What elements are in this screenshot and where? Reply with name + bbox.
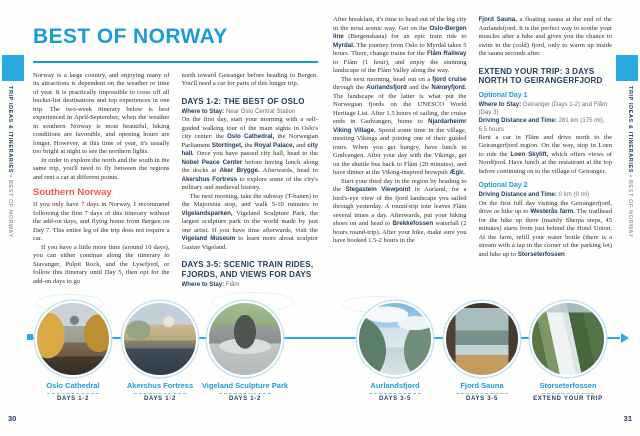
title-underline	[33, 61, 318, 63]
meta-label: Where to Stay:	[478, 101, 522, 109]
meta-label: Driving Distance and Time:	[478, 191, 557, 199]
block-h_day: EXTEND YOUR TRIP: 3 DAYS NORTH TO GEIRANGERFJORD	[478, 66, 603, 86]
chapter-tab	[2, 55, 24, 81]
storseterfossen-photo	[530, 301, 606, 377]
block-meta	[479, 101, 613, 117]
sidebar-section-label: TRIP IDEAS & ITINERARIES	[627, 86, 633, 174]
stop-days-label: EXTEND YOUR TRIP	[533, 396, 603, 403]
right-page-columns	[333, 16, 612, 296]
block-h_day: DAYS 3-5: SCENIC TRAIN RIDES, FJORDS, AND VIEWS FOR DAYS	[181, 260, 314, 279]
text-column-2	[182, 72, 319, 314]
stop-name-label: Vigeland Sculpture Park	[201, 381, 289, 390]
block-p: Norway is a large country, and enjoying many of its attractions is dependent on the weather or time of year. It is practically impossible to cross off all bucket-list destinations and top experiences in one trip. The two-week itinerary below is best experienced in April-September, when the weather in southern Norway is most beautiful, hiking conditions are favorable, and opening hours are longer. However, at this time of year, it's usually too bright at night to see the northern lights.	[33, 71, 170, 156]
text-column-3	[333, 16, 467, 296]
stop-dashed-divider	[47, 393, 99, 394]
meta-label: Where to Stay:	[181, 107, 225, 115]
block-h_day: DAYS 1-2: THE BEST OF OSLO	[181, 96, 305, 106]
block-meta	[182, 281, 319, 289]
block-meta	[479, 191, 613, 199]
stop-name-label: Aurlandsfjord	[370, 381, 420, 390]
keyword-bold: Royal Palace,	[254, 141, 295, 149]
akershus-photo	[122, 301, 198, 377]
stop-dashed-divider	[219, 393, 271, 394]
stop-dashed-divider	[456, 393, 508, 394]
left-page-number: 30	[8, 414, 17, 423]
stop-days-label: DAYS 1-2	[228, 396, 262, 403]
block-meta	[479, 117, 613, 133]
stop-name-label: Fjord Sauna	[460, 381, 504, 390]
vigeland-photo	[207, 301, 283, 377]
keyword-bold: Aker Brygge.	[219, 167, 260, 175]
keyword-bold: Stortinget,	[211, 141, 243, 149]
keyword-bold: Storseterfossen	[517, 250, 565, 258]
block-h_opt: Optional Day 1	[478, 92, 528, 99]
block-meta	[182, 108, 319, 116]
block-p: Fjord Sauna, a floating sauna at the end of the Aurlandsfjord. It is the perfect way to soothe your muscles after a hike and gives you the chance to swim in the (cold) fjord, only to warm up inside the sauna seconds after.	[478, 16, 612, 57]
meta-value: 0 km (0 mi)	[556, 191, 590, 199]
meta-value: Geiranger (Days 1-2) and Flåm (Day 3)	[478, 101, 608, 117]
stop-dashed-divider	[542, 393, 594, 394]
stop-name-label: Storseterfossen	[539, 381, 597, 390]
block-p: In order to explore the north and the south in the same trip, you'll need to fly between the regions and rent a car at different points.	[33, 156, 170, 181]
keyword-bold: Akershus Fortress	[181, 175, 238, 183]
block-p: The next morning, head out on a fjord cruise through the Aurlandsfjord and the Nærøyfjord. The landscape of the latter is what put the Norwegian fjords on the UNESCO World Heritage List. After 1.5 hours of sailing, the cruise ends in Gudvangen, home to Njardarheimr Viking Village. Spend some time in the village, meeting Vikings and joining one of their guided tours. When you get hungry, have lunch in Gudvangen. After your day with the Vikings, get on the shuttle bus back to Flåm (20 minutes), and have dinner at the Viking-inspired brewpub Ægir.	[333, 75, 467, 176]
keyword-bold: Ægir.	[449, 169, 465, 176]
itinerary-timeline	[0, 296, 640, 426]
stop-dashed-divider	[369, 393, 421, 394]
keyword-bold: Flåm Railway	[426, 50, 467, 57]
stop-days-label: DAYS 1-2	[56, 396, 90, 403]
aurlandsfjord-photo	[357, 301, 433, 377]
keyword-bold: Nobel Peace Center	[181, 158, 243, 166]
sidebar-chapter-label: BEST OF NORWAY	[627, 179, 633, 238]
keyword-bold: Vigelandsparken,	[181, 209, 233, 217]
block-p: north toward Geiranger before heading to Bergen. You'll need a car for parts of this longer trip.	[181, 71, 318, 88]
fjord-sauna-photo	[444, 301, 520, 377]
block-p: If you only have 7 days in Norway, I recommend following the first 7 days of this itinerary without the add-on days, and flying home from Bergen on Day 7. This entire leg of the trip does not require a car.	[33, 201, 170, 243]
block-p: Rent a car in Flåm and drive north to the Geirangerfjord region. On the way, stop in Loen to ride the Loen Skylift, which offers views of Nordfjord. Have lunch at the restaurant at the top before continuing on to the village of Geiranger.	[478, 133, 612, 175]
page-title: BEST OF NORWAY	[33, 25, 228, 49]
block-p: On the first day, start your morning with a self-guided walking tour of the main sights in Oslo's city center: the Oslo Cathedral, the Norwegian Parliament Stortinget, the Royal Palace, and city hall. Once you have passed city hall, head to the Nobel Peace Center before having lunch along the docks at Aker Brygge. Afterwards, head to Akershus Fortress to explore some of the city's military and medieval history.	[181, 116, 318, 192]
keyword-bold: fjord cruise	[432, 75, 467, 83]
meta-value: 281 km (175 mi), 6.5 hours	[478, 117, 605, 133]
text-column-1	[33, 72, 170, 314]
keyword-bold: Myrdal.	[333, 41, 355, 49]
oslo-cathedral-photo	[35, 301, 111, 377]
sidebar-section-label: TRIP IDEAS & ITINERARIES	[7, 86, 13, 174]
block-p: After breakfast, it's time to head out of the big city in the most scenic way. Get on the Oslo-Bergen line (Bergensbana) for an epic train ride to Myrdal. The journey from Oslo to Myrdal takes 5 hours. There, change trains for the Flåm Railway to Flåm (1 hour), and enjoy the stunning landscape of the Flåm Valley along the way.	[333, 16, 467, 74]
text-column-4	[479, 16, 613, 296]
block-h_red: Southern Norway	[33, 187, 112, 199]
block-p: The next morning, take the subway (T-banen) to the Majorstua stop, and walk 5-10 minutes to Vigelandsparken, Vigeland Sculpture Park, the largest sculpture park in the world made by just one artist. If you have time afterwards, visit the Vigeland Museum to learn more about sculptor Gustav Vigeland.	[181, 192, 318, 251]
keyword-bold: Brekkefossen	[392, 220, 434, 227]
keyword-bold: city hall.	[181, 141, 318, 158]
left-page	[33, 12, 318, 314]
stop-days-label: DAYS 3-5	[465, 396, 499, 403]
stop-name-label: Oslo Cathedral	[46, 381, 100, 390]
block-p: Start your third day in the region by heading to the Stegastein Viewpoint in Aurland, for a bird's-eye view of the fjord landscape you sailed through yesterday. A round-trip tour leaves Flåm several times a day. Afterwards, put your hiking shoes on and head to Brekkefossen waterfall (2 hours round-trip). After your hike, make sure you have booked 1.5-2 hours in the	[333, 177, 467, 244]
keyword-bold: Nærøyfjord.	[431, 84, 467, 91]
keyword-bold: Westerås farm.	[530, 208, 575, 216]
keyword-bold: Aurlandsfjord	[366, 84, 407, 91]
sidebar-chapter-label: BEST OF NORWAY	[7, 179, 13, 238]
right-page-number: 31	[623, 414, 632, 423]
block-p: On the first full day visiting the Geirangerfjord, drive or hike up to Westerås farm. The trailhead for the hike up there (mainly Sherpa steps, 45 minutes) starts from just behind the Hotel Union. At the farm, refill your water bottle (there is a stream with a tap in the corner of the parking lot) and hike up to Storseterfossen	[478, 199, 612, 258]
left-sidebar-vertical-text: TRIP IDEAS & ITINERARIES • BEST OF NORWAY	[7, 86, 13, 238]
keyword-bold: Loen Skylift,	[510, 150, 549, 158]
block-h_opt: Optional Day 2	[478, 182, 528, 190]
meta-value: Flåm	[224, 281, 240, 289]
block-p: If you have a little more time (around 10 days), you can either continue along the itinerary to Stavanger, Pulpit Rock, and the Lysefjord, or follow this itinerary until Day 5, then opt for the add-on days to go	[33, 243, 170, 285]
chapter-tab	[616, 55, 638, 81]
keyword-bold: Vigeland Museum	[181, 235, 236, 243]
meta-label: Where to Stay:	[181, 281, 225, 289]
stop-days-label: DAYS 1-2	[143, 396, 177, 403]
itinerary-stop	[513, 301, 623, 402]
left-page-columns	[33, 72, 318, 314]
keyword-bold: Fjord Sauna,	[478, 16, 517, 23]
meta-value: Near Oslo Central Station	[224, 107, 296, 115]
meta-label: Driving Distance and Time:	[478, 117, 557, 125]
itinerary-stop	[190, 301, 300, 402]
right-sidebar-vertical-text: TRIP IDEAS & ITINERARIES • BEST OF NORWAY	[627, 86, 633, 238]
right-page	[333, 16, 612, 296]
keyword-bold: Stegastein Viewpoint	[345, 186, 411, 193]
keyword-bold: Oslo-Bergen line	[333, 24, 467, 40]
keyword-bold: Njardarheimr Viking Village.	[333, 118, 467, 134]
keyword-bold: Oslo Cathedral,	[226, 133, 275, 141]
stop-days-label: DAYS 3-5	[378, 396, 412, 403]
stop-dashed-divider	[134, 393, 186, 394]
stop-name-label: Akershus Fortress	[126, 381, 194, 390]
